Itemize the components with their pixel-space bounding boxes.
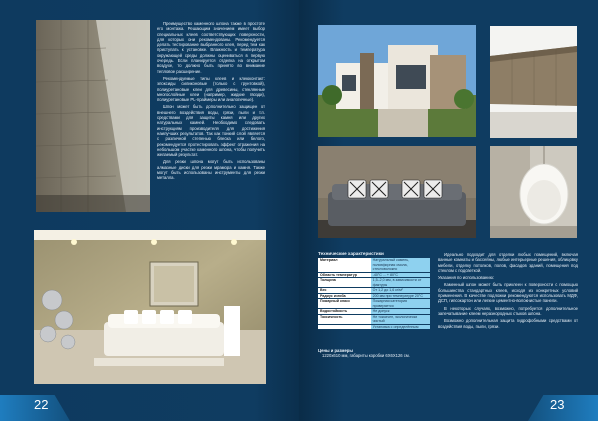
right-paragraph: Указания по использованию:: [438, 275, 494, 281]
living-room-photo: [34, 230, 266, 384]
page-number-right: 23: [550, 397, 565, 412]
spec-key: Вес: [318, 288, 371, 294]
spec-key: Водостойкость: [318, 309, 371, 315]
table-row: [318, 314, 430, 324]
right-paragraph: Каменный шпон может быть приклеен к поверхности с помощью большинства стандартных клеев, исходя из конкретных условий применения. В качестве подложки рекомендуются использовать МДФ, ДСП, гипсокартон или легкие цементно-волокнистые панели.: [438, 282, 578, 304]
house-exterior-photo: [318, 25, 476, 137]
specs-table: [318, 258, 430, 330]
spec-key: Толщина: [318, 278, 371, 288]
table-row: [318, 258, 430, 272]
left-paragraph: Шпон может быть дополнительно защищен от внешнего воздействия воды, грязи, пыли и т.п. средствами для защиты камня или других натуральных камней. Необходимо следовать инструкциям производителя для достижения наилучших результатов. Так как тонкий слой является с различной степенью блеска или белого, рекомендуется протестировать эффект отражения на небольшом участке каменного шпона, чтобы получить желаемый результат.: [157, 104, 265, 158]
left-paragraph: Для резки шпона могут быть использованы алмазные диски для резки мрамора и камня. Также могут быть использованы инструменты для резки металла.: [157, 159, 265, 181]
right-page: [299, 0, 598, 421]
sofa-photo: [318, 146, 476, 238]
spec-key: Токсичность: [318, 314, 371, 324]
left-paragraph: Рекомендуемые типы клеев и клеюконтакт: эпоксиды силиконовые (только с грунтовкой), полиуретановые клеи для древесины, стеклянные многослойные клеи (например, жидкие гвозди), полиуретановые PL-праймеры или аналогичные).: [157, 75, 265, 103]
spec-key: [318, 324, 371, 330]
prices-block: [318, 348, 458, 358]
right-text-column: [438, 252, 578, 331]
table-row: [318, 293, 430, 299]
prices-text: 1220х610 мм, габариты коробки 6Х6Х126 см.: [322, 353, 410, 358]
spec-value: Не токсичен, экологически чистый: [371, 314, 430, 324]
prices-title: Цены и размеры: [318, 348, 353, 353]
modern-wall-photo: [490, 26, 577, 138]
spec-key: Материал: [318, 258, 371, 272]
table-row: [318, 324, 430, 330]
page-number-left: 22: [34, 397, 49, 412]
specs-title: Технические характеристики: [318, 251, 384, 256]
stone-wall-photo: [36, 20, 150, 212]
spec-key: Радиус изгиба: [318, 293, 371, 299]
table-row: [318, 299, 430, 309]
left-text-column: [157, 21, 265, 183]
right-paragraph: В некоторых случаях, возможно, потребуется дополнительное запечатывание клеем неразнородных стыков шпона.: [438, 305, 578, 316]
spec-value: Натуральный камень, полиэфирная смола, стекловолокно: [371, 258, 430, 272]
spec-value: -40°C ... + 80°C: [371, 272, 430, 278]
spec-value: Не допуск: [371, 309, 430, 315]
swing-chair-photo: [490, 146, 577, 238]
spec-value: От 1,2 до 1,6 кг/м²: [371, 288, 430, 294]
left-paragraph: Преимущество каменного шпона также в простоте его монтажа. Решающим значением имеет выбор специальных клеев соответствующих поверхности, для которых они рекомендованы. Рекомендуется делать тестирование выбранного клея, перед тем как приступать к установке. Влажность и температура окружающей среды должны оцениваться в первую очередь. Если планируется отделка на открытом воздухе, то должно быть принято во внимание тепловое расширение.: [157, 21, 265, 74]
spec-key: Область температур: [318, 272, 371, 278]
spec-value: 200 мм при температуре 20°С: [371, 293, 430, 299]
spec-value: Установка с определённым: [371, 324, 430, 330]
spec-value: 1,5–2,0 мм, в зависимости от фактуры: [371, 278, 430, 288]
spec-value: Пожарная категория проверяется: [371, 299, 430, 309]
right-paragraph: Идеально подходит для отделки любых помещений, включая ванные комнаты и бассейны, любые интерьерные решения, облицовку мебели, отделку потолков, полов, фасадов зданий, помещения под стеклом с подсветкой.: [438, 252, 578, 273]
table-row: [318, 278, 430, 288]
spec-key: Пожарный класс: [318, 299, 371, 309]
right-paragraph: Возможно дополнительная защита гидрофобными средствами от воздействия воды, пыли, грязи.: [438, 318, 578, 329]
